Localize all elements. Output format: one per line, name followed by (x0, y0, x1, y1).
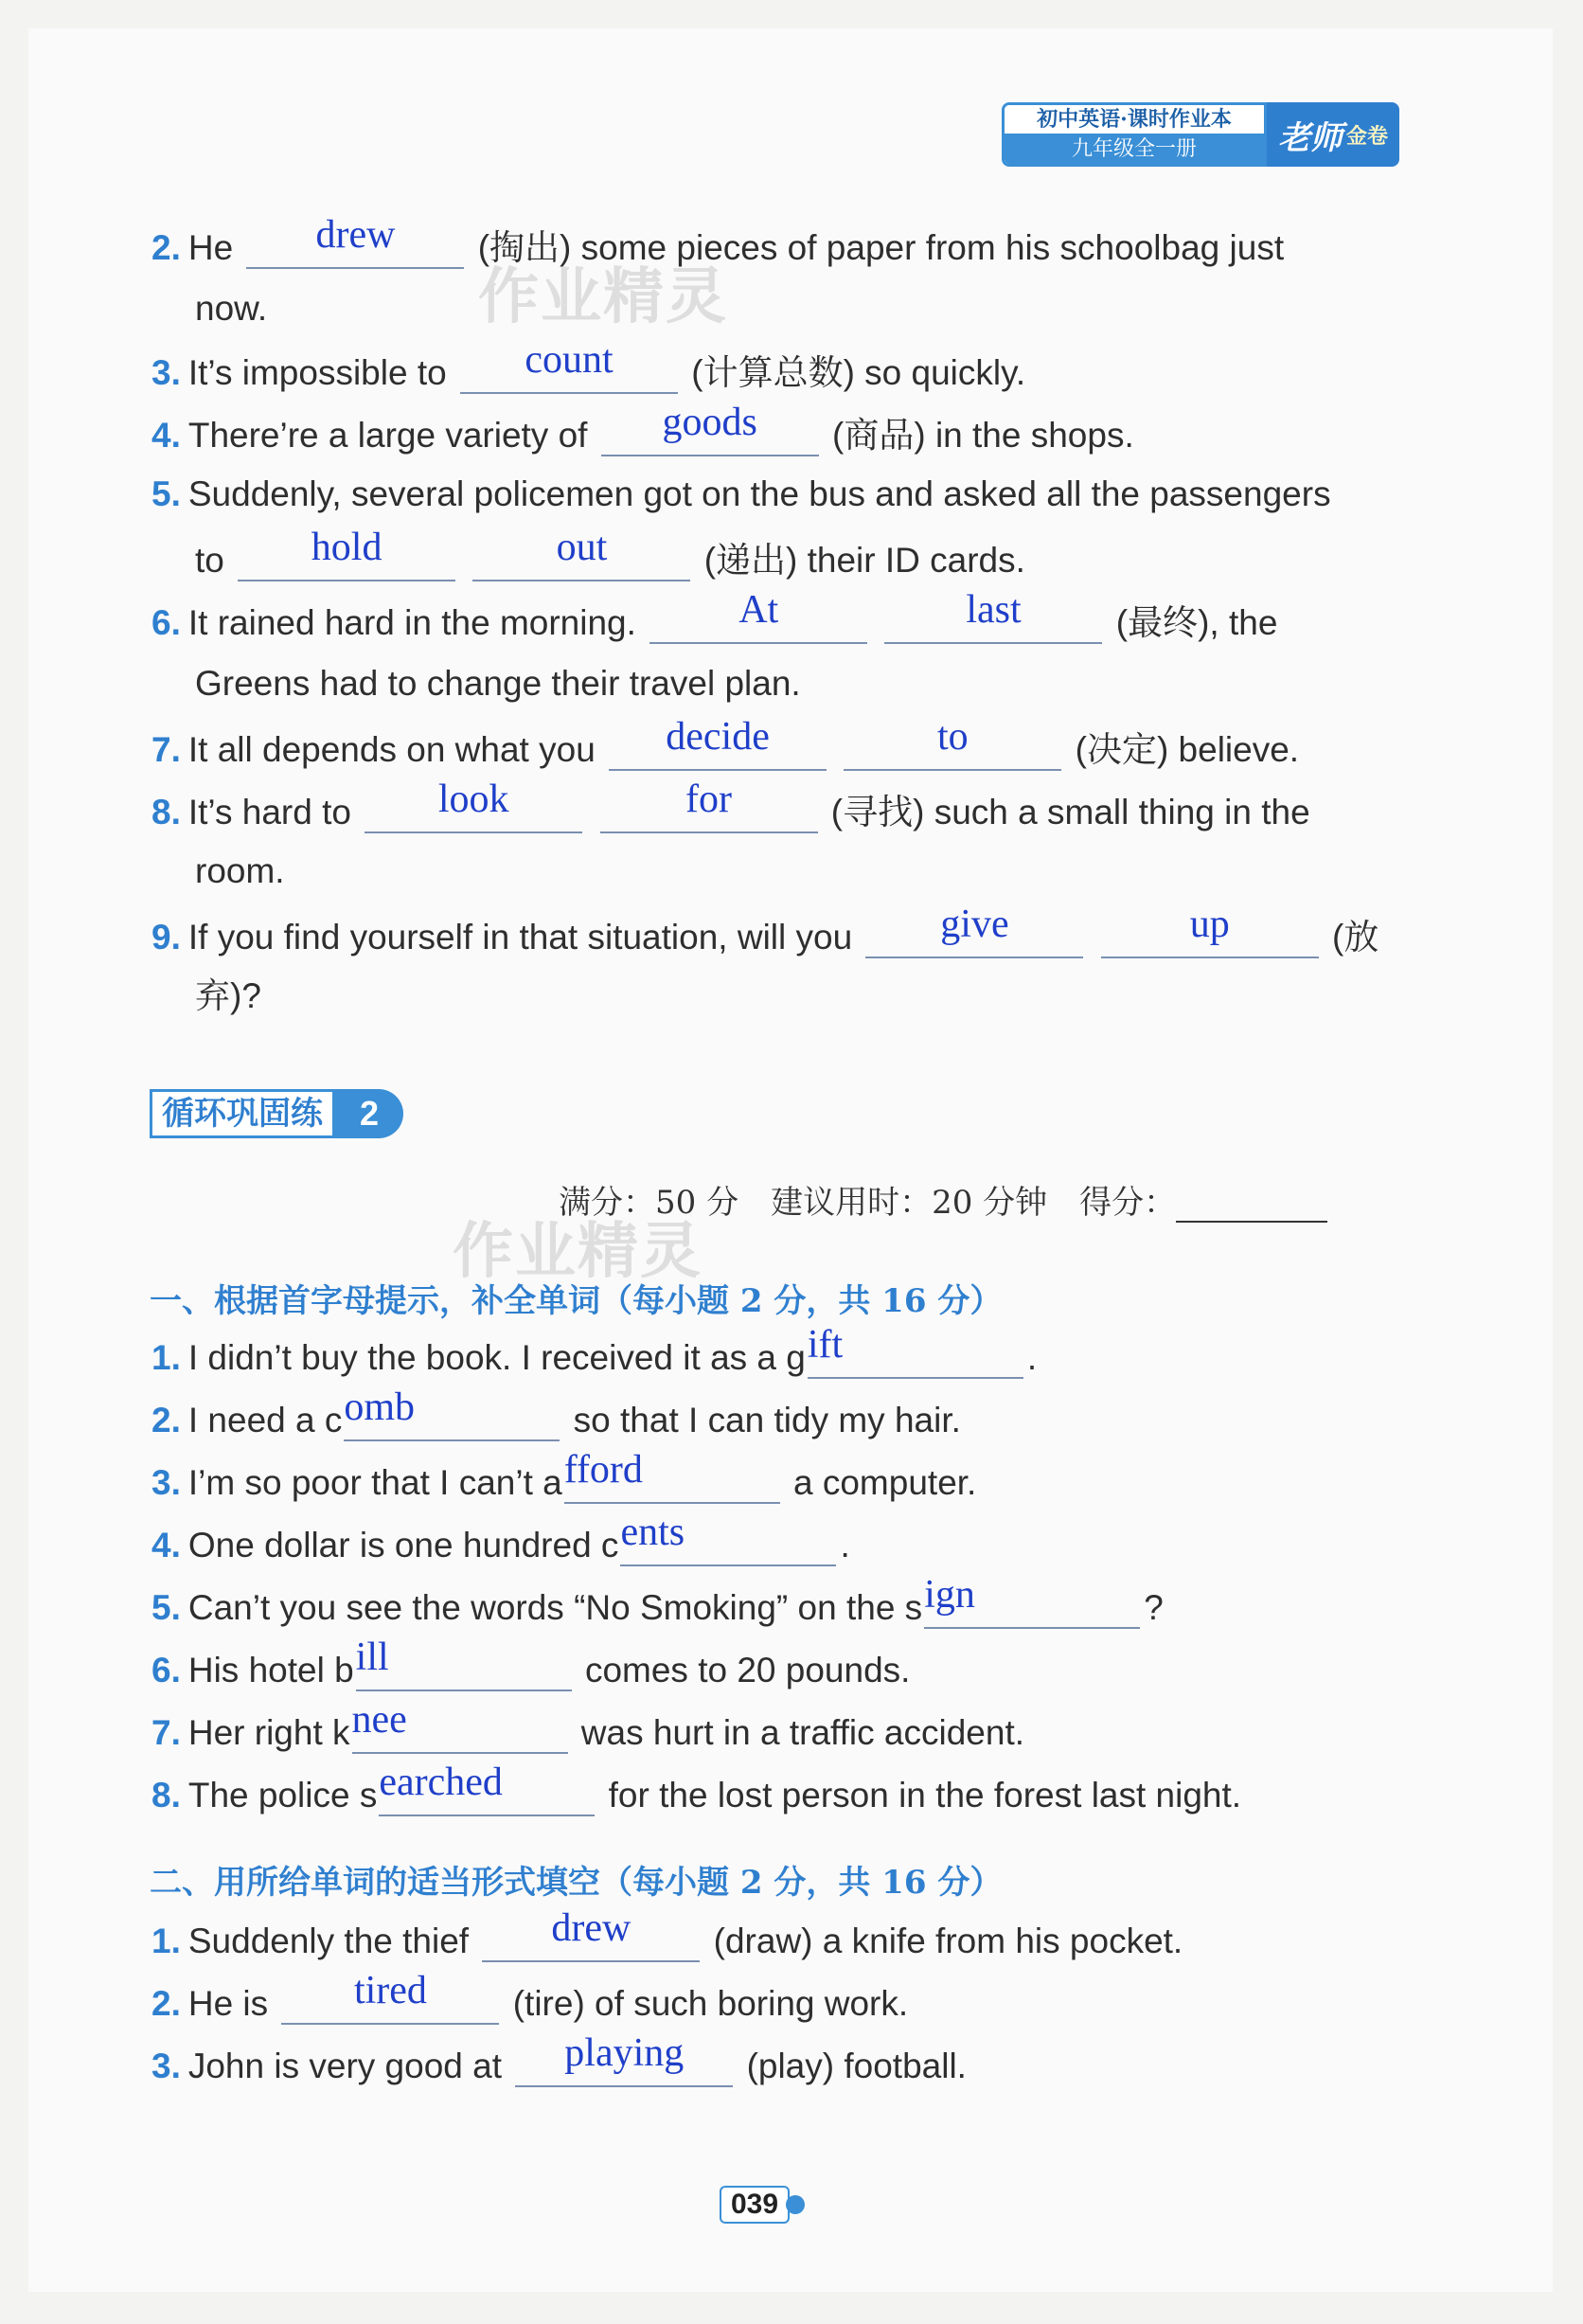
answer-blank[interactable]: last (884, 599, 1102, 644)
answer-blank[interactable]: playing (515, 2042, 733, 2087)
answer-blank[interactable]: for (600, 788, 818, 833)
section-heading-1: 一、根据首字母提示，补全单词（每小题 2 分，共 16 分） (150, 1282, 1003, 1320)
logo-text: 老师 (1277, 118, 1343, 157)
question-b2: 2. I need a comb so that I can tidy my hair. (151, 1385, 961, 1439)
question-a5: 5. Suddenly, several policemen got on the bus and asked all the passengers (151, 474, 1331, 513)
answer-blank[interactable]: goods (601, 411, 819, 456)
answer-blank[interactable]: earched (379, 1771, 595, 1816)
question-b3: 3. I’m so poor that I can’t afford a computer. (151, 1448, 977, 1502)
question-a9-cont: 弃)? (195, 976, 261, 1015)
answer-blank[interactable]: ill (356, 1646, 572, 1691)
answer-blank[interactable]: out (472, 536, 690, 581)
answer-blank[interactable]: count (460, 349, 678, 394)
answer-blank[interactable]: hold (238, 536, 455, 581)
answer-blank[interactable]: give (865, 913, 1083, 958)
answer-blank[interactable]: nee (352, 1708, 568, 1754)
question-a7: 7. It all depends on what you decide to (决定) believe. (151, 715, 1300, 769)
header-badge (1002, 102, 1399, 167)
question-a9: 9. If you find yourself in that situation, will you give up (放 (151, 903, 1379, 956)
answer-blank[interactable]: tired (281, 1979, 499, 2025)
answer-blank[interactable]: up (1101, 913, 1319, 958)
page-dot-icon (786, 2195, 805, 2214)
answer-blank[interactable]: decide (609, 725, 827, 771)
question-a8: 8. It’s hard to look for (寻找) such a small thing in the (151, 778, 1310, 831)
question-a2: 2. He drew (掏出) some pieces of paper from his schoolbag just (151, 213, 1285, 267)
page-number-text: 039 (720, 2186, 790, 2224)
question-a4: 4. There’re a large variety of goods (商品) in the shops. (151, 401, 1134, 455)
answer-blank[interactable]: fford (564, 1458, 780, 1504)
header-line1: 初中英语·课时作业本 (1005, 105, 1264, 134)
question-b7: 7. Her right knee was hurt in a traffic accident. (151, 1698, 1025, 1752)
section-tag (150, 1089, 403, 1138)
question-a6: 6. It rained hard in the morning. At last (最终), the (151, 588, 1278, 642)
logo-sub: 金卷 (1345, 123, 1388, 148)
answer-blank[interactable]: to (844, 725, 1061, 771)
question-b4: 4. One dollar is one hundred cents . (151, 1511, 850, 1564)
question-a8-cont: room. (195, 851, 285, 890)
answer-blank[interactable]: At (649, 599, 867, 644)
watermark: 作业精灵 (478, 262, 728, 331)
question-c2: 2. He is tired (tire) of such boring work. (151, 1969, 909, 2023)
question-b1: 1. I didn’t buy the book. I received it as a gift . (151, 1323, 1038, 1377)
answer-blank[interactable]: ents (620, 1521, 836, 1566)
question-a5-cont: to hold out (递出) their ID cards. (195, 526, 1025, 580)
answer-blank[interactable]: ign (924, 1583, 1140, 1629)
answer-blank[interactable]: drew (482, 1917, 700, 1962)
section-label: 循环巩固练 (150, 1089, 335, 1138)
question-c1: 1. Suddenly the thief drew (draw) a knife from his pocket. (151, 1906, 1183, 1960)
question-a6-cont: Greens had to change their travel plan. (195, 664, 801, 703)
section-number: 2 (335, 1089, 403, 1138)
question-b6: 6. His hotel bill comes to 20 pounds. (151, 1636, 911, 1689)
question-a2-cont: now. (195, 289, 268, 328)
page-number (720, 2186, 805, 2224)
question-b8: 8. The police searched for the lost person in the forest last night. (151, 1761, 1242, 1815)
score-line: 满分：50 分 建议用时：20 分钟 得分： (559, 1176, 1327, 1223)
header-line2: 九年级全一册 (1005, 134, 1264, 164)
answer-blank[interactable]: look (365, 788, 582, 833)
section-heading-2: 二、用所给单词的适当形式填空（每小题 2 分，共 16 分） (150, 1864, 1003, 1902)
answer-blank[interactable]: drew (246, 223, 464, 269)
brand-logo (1267, 102, 1399, 167)
header-title-box (1002, 102, 1267, 167)
question-c3: 3. John is very good at playing (play) football. (151, 2031, 967, 2085)
score-blank[interactable] (1176, 1192, 1327, 1223)
answer-blank[interactable]: ift (808, 1333, 1023, 1379)
question-b5: 5. Can’t you see the words “No Smoking” on the sign ? (151, 1573, 1164, 1627)
watermark: 作业精灵 (453, 1217, 703, 1285)
question-a3: 3. It’s impossible to count (计算总数) so quickly. (151, 338, 1026, 392)
answer-blank[interactable]: omb (344, 1396, 560, 1441)
